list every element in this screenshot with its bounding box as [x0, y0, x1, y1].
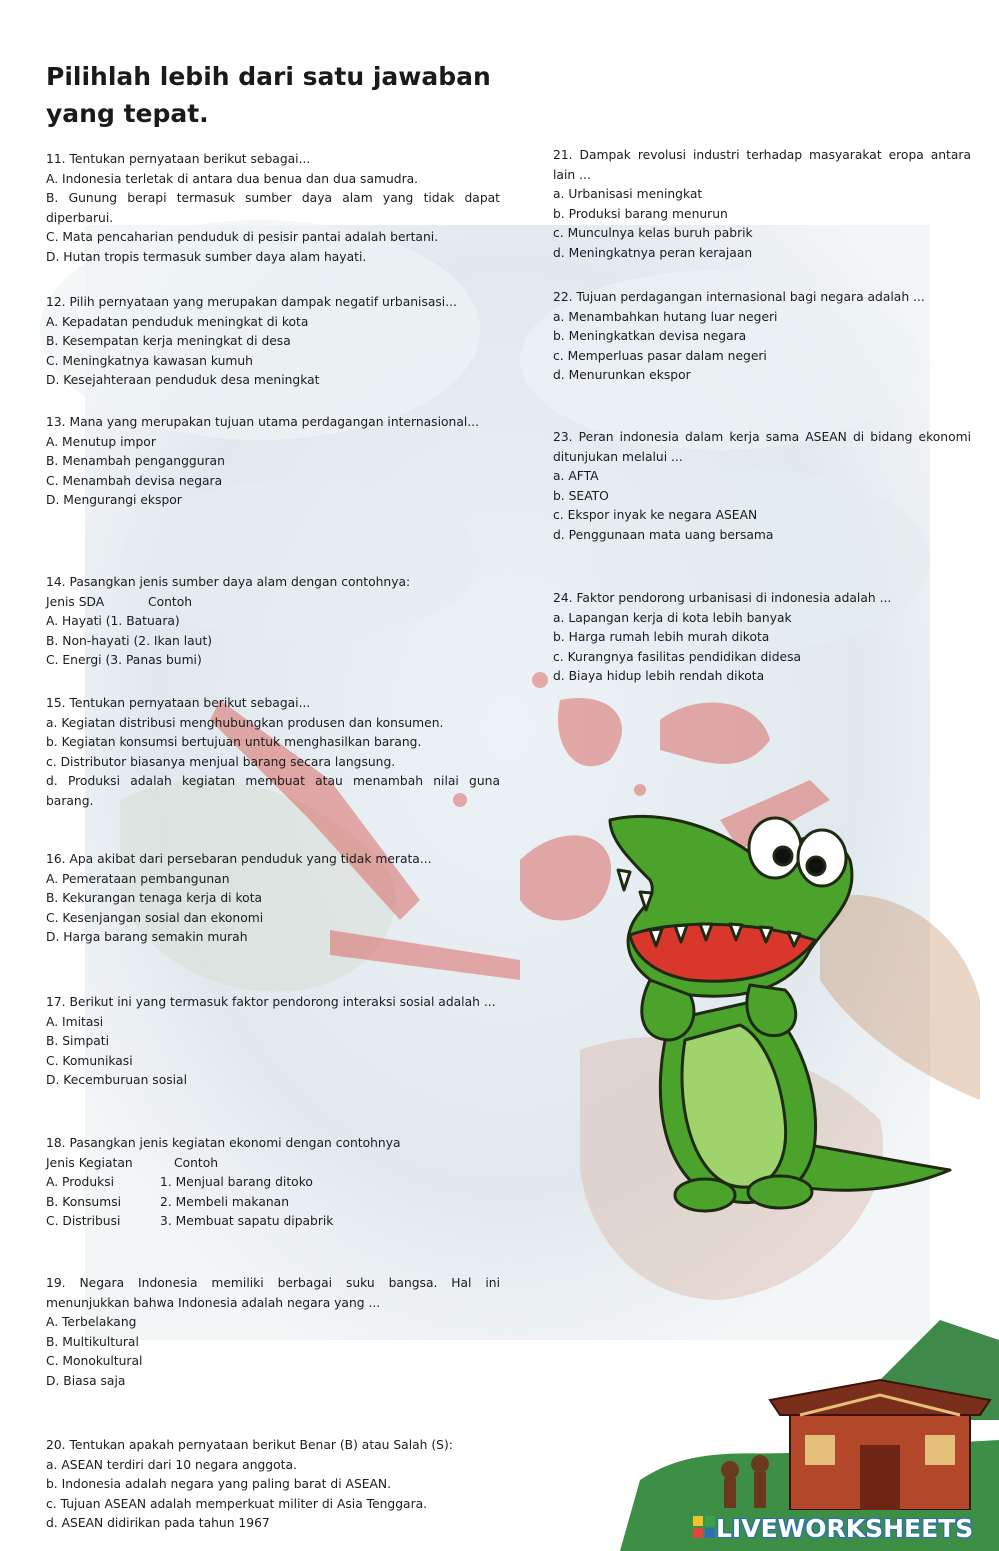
option-b[interactable]: b. Produksi barang menurun — [553, 206, 728, 221]
question-stem: 16. Apa akibat dari persebaran penduduk yang tidak merata... — [46, 852, 432, 866]
option-a[interactable]: a. Lapangan kerja di kota lebih banyak — [553, 610, 792, 625]
question-13 — [46, 413, 500, 511]
question-18 — [46, 1134, 500, 1232]
question-17 — [46, 993, 500, 1091]
option-b[interactable]: b. Kegiatan konsumsi bertujuan untuk menghasilkan barang. — [46, 735, 422, 750]
option-d[interactable]: d. Menurunkan ekspor — [553, 368, 691, 383]
option-a[interactable]: A. Indonesia terletak di antara dua benua dan dua samudra. — [46, 171, 419, 186]
pair-left[interactable]: A. Produksi — [46, 1175, 115, 1190]
pair-left[interactable]: B. Konsumsi — [46, 1194, 122, 1209]
question-stem: 24. Faktor pendorong urbanisasi di indonesia adalah ... — [553, 591, 892, 605]
header-col-1: Jenis SDA — [46, 594, 105, 609]
option-a[interactable]: A. Hayati (1. Batuara) — [46, 614, 180, 629]
option-b[interactable]: B. Menambah pengangguran — [46, 454, 225, 469]
option-d[interactable]: D. Kesejahteraan penduduk desa meningkat — [46, 373, 320, 388]
question-11 — [46, 150, 500, 268]
liveworksheets-watermark[interactable]: LIVEWORKSHEETS — [716, 1514, 974, 1543]
pair-row[interactable] — [46, 1193, 500, 1213]
question-21 — [553, 146, 971, 264]
header-col-2: Contoh — [148, 594, 193, 609]
pair-right[interactable]: 1. Menjual barang ditoko — [160, 1175, 313, 1190]
option-a[interactable]: A. Kepadatan penduduk meningkat di kota — [46, 314, 309, 329]
question-20 — [46, 1436, 500, 1534]
option-b[interactable]: B. Non-hayati (2. Ikan laut) — [46, 633, 213, 648]
option-c[interactable]: c. Distributor biasanya menjual barang secara langsung. — [46, 754, 396, 769]
liveworksheets-logo-icon — [693, 1516, 715, 1538]
crocodile-mascot-illustration — [590, 800, 960, 1220]
question-stem: 14. Pasangkan jenis sumber daya alam dengan contohnya: — [46, 575, 411, 589]
option-c[interactable]: C. Kesenjangan sosial dan ekonomi — [46, 910, 264, 925]
option-b[interactable]: B. Kekurangan tenaga kerja di kota — [46, 891, 263, 906]
option-c[interactable]: c. Kurangnya fasilitas pendidikan didesa — [553, 649, 802, 664]
option-c[interactable]: C. Meningkatnya kawasan kumuh — [46, 353, 253, 368]
table-header — [46, 593, 500, 613]
option-a[interactable]: a. Urbanisasi meningkat — [553, 187, 703, 202]
option-a[interactable]: A. Menutup impor — [46, 434, 156, 449]
question-16 — [46, 850, 500, 948]
option-b[interactable]: b. Meningkatkan devisa negara — [553, 329, 747, 344]
question-stem: 18. Pasangkan jenis kegiatan ekonomi dengan contohnya — [46, 1136, 401, 1150]
option-d[interactable]: d. Produksi adalah kegiatan membuat atau menambah nilai guna barang. — [46, 774, 500, 808]
table-header — [46, 1154, 500, 1174]
option-b[interactable]: B. Multikultural — [46, 1334, 139, 1349]
option-d[interactable]: d. ASEAN didirikan pada tahun 1967 — [46, 1516, 270, 1531]
question-14 — [46, 573, 500, 671]
header-col-1: Jenis Kegiatan — [46, 1155, 133, 1170]
question-stem: 20. Tentukan apakah pernyataan berikut Benar (B) atau Salah (S): — [46, 1438, 453, 1452]
option-a[interactable]: A. Imitasi — [46, 1014, 104, 1029]
option-d[interactable]: d. Biaya hidup lebih rendah dikota — [553, 669, 765, 684]
option-c[interactable]: c. Munculnya kelas buruh pabrik — [553, 226, 753, 241]
option-c[interactable]: C. Mata pencaharian penduduk di pesisir pantai adalah bertani. — [46, 230, 439, 245]
option-c[interactable]: c. Ekspor inyak ke negara ASEAN — [553, 508, 758, 523]
option-b[interactable]: B. Gunung berapi termasuk sumber daya alam yang tidak dapat diperbarui. — [46, 191, 500, 225]
option-d[interactable]: D. Harga barang semakin murah — [46, 930, 248, 945]
option-b[interactable]: b. SEATO — [553, 488, 609, 503]
question-stem: 12. Pilih pernyataan yang merupakan dampak negatif urbanisasi... — [46, 295, 457, 309]
option-c[interactable]: c. Memperluas pasar dalam negeri — [553, 348, 767, 363]
pair-right[interactable]: 2. Membeli makanan — [160, 1194, 289, 1209]
question-stem: 13. Mana yang merupakan tujuan utama perdagangan internasional... — [46, 415, 479, 429]
option-c[interactable]: C. Energi (3. Panas bumi) — [46, 653, 202, 668]
option-a[interactable]: a. AFTA — [553, 469, 599, 484]
option-a[interactable]: a. Kegiatan distribusi menghubungkan produsen dan konsumen. — [46, 715, 444, 730]
question-stem: 23. Peran indonesia dalam kerja sama ASEAN di bidang ekonomi ditunjukan melalui ... — [553, 430, 971, 464]
option-b[interactable]: B. Kesempatan kerja meningkat di desa — [46, 334, 291, 349]
pair-row[interactable] — [46, 1173, 500, 1193]
question-stem: 17. Berikut ini yang termasuk faktor pendorong interaksi sosial adalah ... — [46, 995, 496, 1009]
header-col-2: Contoh — [174, 1155, 219, 1170]
question-23 — [553, 428, 971, 546]
question-stem: 15. Tentukan pernyataan berikut sebagai... — [46, 696, 311, 710]
option-d[interactable]: D. Mengurangi ekspor — [46, 493, 182, 508]
question-24 — [553, 589, 971, 687]
question-15 — [46, 694, 500, 812]
option-d[interactable]: D. Hutan tropis termasuk sumber daya alam hayati. — [46, 249, 367, 264]
question-19 — [46, 1274, 500, 1392]
question-stem: 22. Tujuan perdagangan internasional bagi negara adalah ... — [553, 290, 925, 304]
question-stem: 11. Tentukan pernyataan berikut sebagai... — [46, 152, 311, 166]
option-d[interactable]: d. Penggunaan mata uang bersama — [553, 527, 774, 542]
question-stem: 19. Negara Indonesia memiliki berbagai suku bangsa. Hal ini menunjukkan bahwa Indonesia adalah negara yang ... — [46, 1276, 500, 1310]
option-a[interactable]: a. ASEAN terdiri dari 10 negara anggota. — [46, 1457, 297, 1472]
page-title: Pilihlah lebih dari satu jawaban yang tepat. — [46, 62, 491, 128]
pair-right[interactable]: 3. Membuat sapatu dipabrik — [160, 1214, 334, 1229]
option-a[interactable]: A. Terbelakang — [46, 1315, 137, 1330]
option-c[interactable]: C. Komunikasi — [46, 1053, 133, 1068]
question-stem: 21. Dampak revolusi industri terhadap masyarakat eropa antara lain ... — [553, 148, 971, 182]
option-d[interactable]: d. Meningkatnya peran kerajaan — [553, 245, 753, 260]
option-a[interactable]: A. Pemerataan pembangunan — [46, 871, 230, 886]
option-b[interactable]: b. Harga rumah lebih murah dikota — [553, 630, 770, 645]
option-d[interactable]: D. Kecemburuan sosial — [46, 1073, 187, 1088]
option-d[interactable]: D. Biasa saja — [46, 1373, 126, 1388]
option-b[interactable]: b. Indonesia adalah negara yang paling barat di ASEAN. — [46, 1477, 392, 1492]
traditional-house-illustration — [700, 1360, 999, 1510]
option-a[interactable]: a. Menambahkan hutang luar negeri — [553, 309, 778, 324]
question-22 — [553, 288, 971, 386]
option-c[interactable]: c. Tujuan ASEAN adalah memperkuat militer di Asia Tenggara. — [46, 1496, 428, 1511]
option-b[interactable]: B. Simpati — [46, 1034, 110, 1049]
option-c[interactable]: C. Menambah devisa negara — [46, 473, 223, 488]
pair-row[interactable] — [46, 1212, 500, 1232]
option-c[interactable]: C. Monokultural — [46, 1354, 143, 1369]
question-12 — [46, 293, 500, 391]
pair-left[interactable]: C. Distribusi — [46, 1214, 121, 1229]
